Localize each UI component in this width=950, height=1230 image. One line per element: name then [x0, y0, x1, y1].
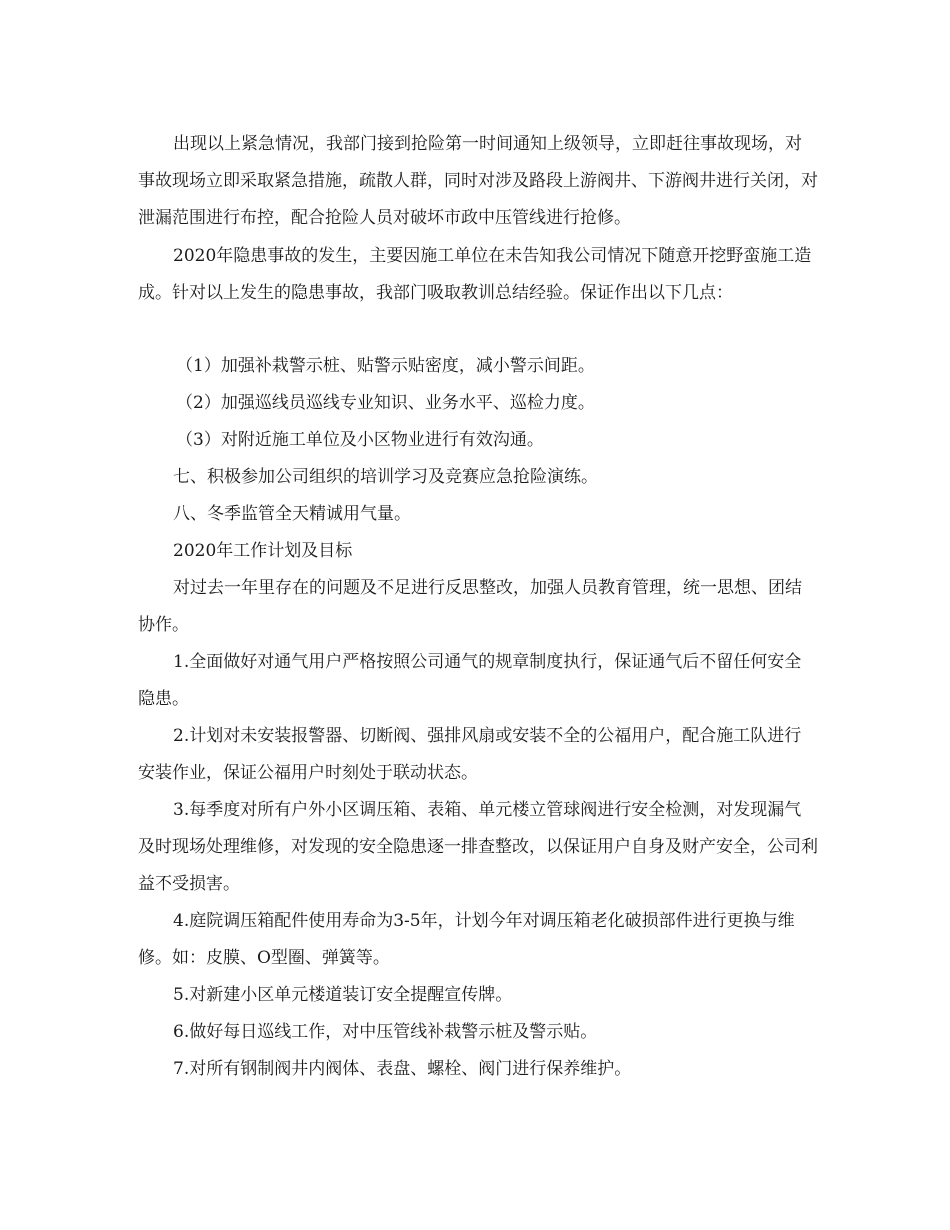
list-item-plan-4: 4.庭院调压箱配件使用寿命为3-5年，计划今年对调压箱老化破损部件进行更换与维修。如：皮膜、O型圈、弹簧等。 [138, 911, 795, 968]
list-item-measure-2: （2）加强巡线员巡线专业知识、业务水平、巡检力度。 [176, 393, 595, 413]
list-item-plan-5: 5.对新建小区单元楼道装订安全提醒宣传牌。 [173, 985, 513, 1005]
paragraph-plan-intro: 对过去一年里存在的问题及不足进行反思整改，加强人员教育管理，统一思想、团结协作。 [138, 578, 802, 635]
list-item-plan-1: 1.全面做好对通气用户严格按照公司通气的规章制度执行，保证通气后不留任何安全隐患。 [138, 652, 802, 709]
list-item-measure-3: （3）对附近施工单位及小区物业进行有效沟通。 [176, 430, 544, 450]
list-item-plan-6: 6.做好每日巡线工作，对中压管线补栽警示桩及警示贴。 [173, 1022, 598, 1042]
list-item-plan-2: 2.计划对未安装报警器、切断阀、强排风扇或安装不全的公福用户，配合施工队进行安装作业，保证公福用户时刻处于联动状态。 [138, 726, 802, 783]
list-item-plan-7: 7.对所有钢制阀井内阀体、表盘、螺栓、阀门进行保养维护。 [173, 1059, 632, 1079]
section-heading-2020-plan: 2020年工作计划及目标 [173, 541, 353, 561]
section-heading-eight: 八、冬季监管全天精诚用气量。 [173, 504, 411, 524]
paragraph-hazard-incident: 2020年隐患事故的发生，主要因施工单位在未告知我公司情况下随意开挖野蛮施工造成。针对以上发生的隐患事故，我部门吸取教训总结经验。保证作出以下几点： [138, 246, 812, 303]
list-item-plan-3: 3.每季度对所有户外小区调压箱、表箱、单元楼立管球阀进行安全检测，对发现漏气及时现场处理维修，对发现的安全隐患逐一排查整改，以保证用户自身及财产安全，公司利益不受损害。 [138, 800, 818, 894]
paragraph-emergency-response: 出现以上紧急情况，我部门接到抢险第一时间通知上级领导，立即赶往事故现场，对事故现场立即采取紧急措施，疏散人群，同时对涉及路段上游阀井、下游阀井进行关闭，对泄漏范围进行布控，配合抢险人员对破坏市政中压管线进行抢修。 [138, 134, 818, 228]
section-heading-seven: 七、积极参加公司组织的培训学习及竞赛应急抢险演练。 [173, 467, 598, 487]
list-item-measure-1: （1）加强补栽警示桩、贴警示贴密度，减小警示间距。 [176, 356, 595, 376]
